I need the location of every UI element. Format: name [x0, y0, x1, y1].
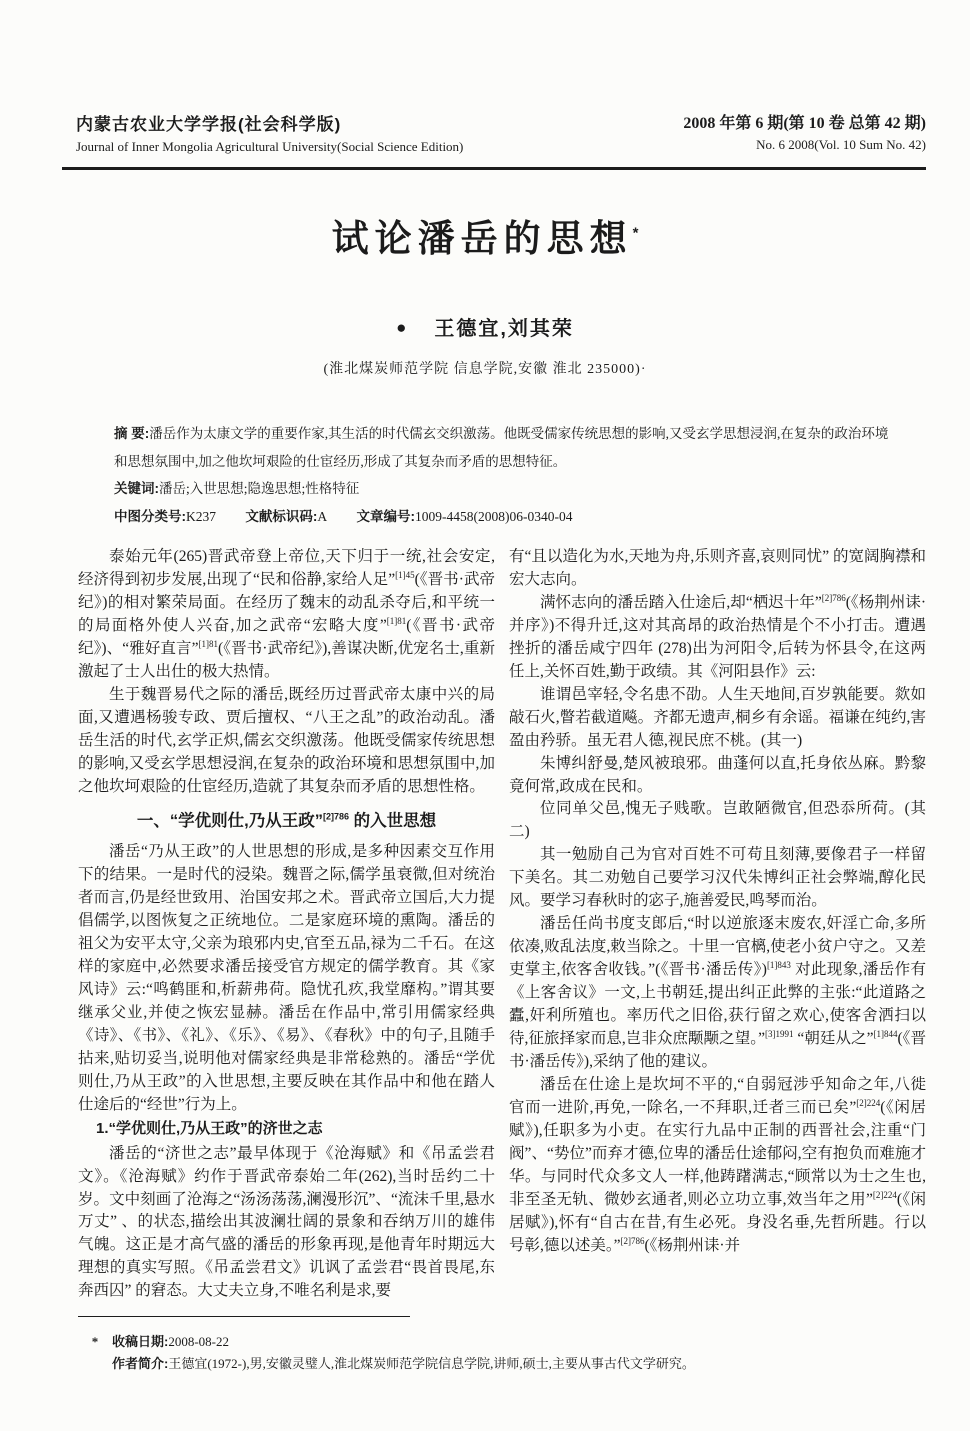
clc-value: K237 [186, 509, 216, 525]
keywords-text: 潘岳;入世思想;隐逸思想;性格特征 [159, 481, 360, 497]
paragraph: 潘岳“乃从王政”的人世思想的形成,是多种因素交互作用下的结果。一是时代的浸染。魏晋之际,儒学虽衰微,但对统治者而言,仍是经世致用、治国安邦之术。晋武帝立国后,大力提倡儒学,以图恢复之正统地位。二是家庭环境的熏陶。潘岳的祖父为安平太守,父亲为琅邪内史,官至五品,禄为二千石。在这样的家庭中,必然要求潘岳接受官方规定的儒学教育。其《家风诗》云:“鸣鹤匪和,析薪弗荷。隐忧孔疚,我堂靡构。”谓其要继承父业,并使之恢宏显赫。潘岳在作品中,常引用儒家经典《诗》、《书》、《礼》、《乐》、《易》、《春秋》中的句子,且随手拈来,贴切妥当,说明他对儒家经典是非常稔熟的。潘岳“学优则仕,乃从王政”的入世思想,主要反映在其作品中和他在踏人仕途后的“经世”行为上。 [78, 843, 495, 1113]
abstract-row [114, 420, 896, 475]
journal-name-cn: 内蒙古农业大学学报(社会科学版) [76, 115, 342, 134]
paragraph: 泰始元年(265)晋武帝登上帝位,天下归于一统,社会安定,经济得到初步发展,出现了“民和俗静,家给人足”$^{[1]45}$(《晋书·武帝纪》)的相对繁荣局面。在经历了魏末的动乱杀夺后,和平统一的局面格外使人兴奋,加之武帝“宏略大度”$^{[1]81}$(《晋书·武帝纪》)、“雅好直言”$^{[1]81}$(《晋书·武帝纪》),善谋决断,优宠名士,重新激起了士人出仕的极大热情。 [78, 548, 496, 681]
meta-block [114, 420, 896, 531]
journal-header [62, 110, 926, 170]
paragraph: 满怀志向的潘岳踏入仕途后,却“栖迟十年”$^{[2]786}$(《杨荆州诔·并序》)不得升迁,这对其高昂的政治热情是个不小打击。遭遇挫折的潘岳咸宁四年 (278)出为河阳令,后转为怀县令,在这两任上,关怀百姓,勤于政绩。其《河阳县作》云: [509, 592, 926, 680]
subsection-heading: 1.“学优则仕,乃从王政”的济世之志 [96, 1120, 323, 1138]
article-title-text: 试论潘岳的思想 [331, 218, 633, 259]
clc-label: 中图分类号: [114, 509, 186, 525]
body-columns [78, 546, 926, 1303]
received-date-value: 2008-08-22 [168, 1334, 230, 1349]
paragraph: 潘岳在仕途上是坎坷不平的,“自弱冠涉乎知命之年,八徙官而一进阶,再免,一除名,一不拜职,迁者三而已矣”$^{[2]224}$(《闲居赋》),任职多为小吏。在实行九品中正制的西晋社会,注重“门阀”、“势位”而弃才德,位卑的潘岳仕途郁闷,空有抱负而难施才华。与同时代众多文人一样,他踌躇满志,“顾常以为士之生也,非至圣无轨、微妙玄通者,则必立功立事,效当年之用”$^{[2]224}$(《闲居赋》),怀有“自古在昔,有生必死。身没名垂,先哲所韪。行以号彰,德以述美。”$^{[2]786}$(《杨荆州诔·并 [509, 1076, 926, 1255]
author-bio-value: 王德宜(1972-),男,安徽灵璧人,淮北煤炭师范学院信息学院,讲师,硕士,主要从事古代文学研究。 [168, 1356, 695, 1372]
doccode-label: 文献标识码: [245, 509, 318, 525]
paragraph: 生于魏晋易代之际的潘岳,既经历过晋武帝太康中兴的局面,又遭遇杨骏专政、贾后擅权、“八王之乱”的政治动乱。潘岳生活的时代,玄学正炽,儒玄交织激荡。他既受儒家传统思想的影响,又受玄学思想浸润,在复杂的政治环境和思想氛围中,加之他坎坷艰险的仕宦经历,造就了其复杂而矛盾的思想性格。 [78, 686, 495, 795]
doccode-value: A [317, 509, 328, 525]
footnote-divider [78, 1316, 410, 1317]
received-date-label: 收稿日期: [112, 1334, 169, 1349]
verse-quote: 位同单父邑,愧无子贱歌。岂敢陋微官,但恐忝所荷。(其二) [509, 800, 926, 841]
authors-line [0, 312, 970, 341]
paragraph: 其一勉励自己为官对百姓不可苟且刻薄,要像君子一样留下美名。其二劝勉自己要学习汉代朱博纠正社会弊端,醇化民风。要学习春秋时的宓子,施善爱民,鸣琴而治。 [509, 846, 926, 910]
author-bullet-icon: ● [396, 318, 409, 337]
authors-names: 王德宜,刘其荣 [434, 318, 574, 340]
classification-row [114, 503, 896, 531]
keywords-label: 关键词: [114, 481, 159, 497]
right-column [509, 546, 926, 1303]
articleid-label: 文章编号: [356, 509, 415, 525]
title-footnote-marker: * [632, 224, 639, 242]
journal-issue-en: No. 6 2008(Vol. 10 Sum No. 42) [756, 137, 926, 152]
abstract-label: 摘 要: [114, 426, 150, 441]
author-bio-label: 作者简介: [112, 1356, 169, 1372]
received-date-line [78, 1331, 926, 1353]
verse-quote: 朱博纠舒曼,楚风被琅邪。曲蓬何以直,托身依丛麻。黔黎竟何常,政成在民和。 [509, 754, 926, 795]
affiliation: (淮北煤炭师范学院 信息学院,安徽 淮北 235000)· [323, 362, 647, 377]
articleid-value: 1009-4458(2008)06-0340-04 [415, 509, 573, 525]
abstract-text: 潘岳作为太康文学的重要作家,其生活的时代儒玄交织激荡。他既受儒家传统思想的影响,又受玄学思想浸润,在复杂的政治环境和思想氛围中,加之他坎坷艰险的仕宦经历,形成了其复杂而矛盾的思想特征。 [114, 426, 889, 469]
author-bio-line [78, 1353, 926, 1375]
journal-issue-cn: 2008 年第 6 期(第 10 卷 总第 42 期) [683, 115, 926, 132]
left-column [78, 546, 495, 1303]
journal-name-block [62, 110, 463, 155]
journal-issue-block [683, 110, 926, 153]
footnote-star: * [91, 1334, 99, 1349]
verse-quote: 谁谓邑宰轻,令名患不劭。人生天地间,百岁孰能要。欻如敲石火,瞥若截道飚。齐都无遗声,桐乡有余谣。福谦在纯约,害盈由矜骄。虽无君人德,视民庶不桃。(其一) [509, 685, 926, 749]
paragraph: 潘岳任尚书度支郎后,“时以逆旅逐末废农,奸淫亡命,多所依凑,败乱法度,敕当除之。十里一官樆,使老小贫户守之。又差吏掌主,依客舍收钱。”(《晋书·潘岳传》)$^{[1]843}$ 对此现象,潘岳作有《上客舍议》一文,上书朝廷,提出纠正此弊的主张:“此道路之蠹,奸利所殖也。率历代之旧俗,获行留之欢心,使客舍洒扫以待,征旅择家而息,岂非众庶颙颙之望。”$^{[3]1991}$ “朝廷从之”$^{[1]844}$(《晋书·潘岳传》),采纳了他的建议。 [509, 915, 926, 1071]
section-heading: 一、“学优则仕,乃从王政”$^{[2]786}$ 的入世思想 [136, 811, 437, 830]
paragraph: 有“且以造化为水,天地为舟,乐则齐喜,哀则同忧” 的宽阔胸襟和宏大志向。 [509, 548, 926, 588]
paragraph: 潘岳的“济世之志”最早体现于《沧海赋》和《吊孟尝君文》。《沧海赋》约作于晋武帝泰始二年(262),当时岳约二十岁。文中刻画了沧海之“汤汤荡荡,澜漫形沉”、“流沫千里,悬水万丈” 、的状态,描绘出其波澜壮阔的景象和吞纳万川的雄伟气魄。这正是才高气盛的潘岳的形象再现,是他青年时期远大理想的真实写照。《吊孟尝君文》讥讽了孟尝君“畏首畏尾,东奔西囚” 的窘态。大丈夫立身,不唯名利是求,要 [78, 1144, 495, 1300]
article-title [0, 208, 970, 262]
journal-name-en: Journal of Inner Mongolia Agricultural University(Social Science Edition) [76, 139, 464, 154]
footnote-block [78, 1316, 926, 1375]
keywords-row [114, 475, 896, 503]
